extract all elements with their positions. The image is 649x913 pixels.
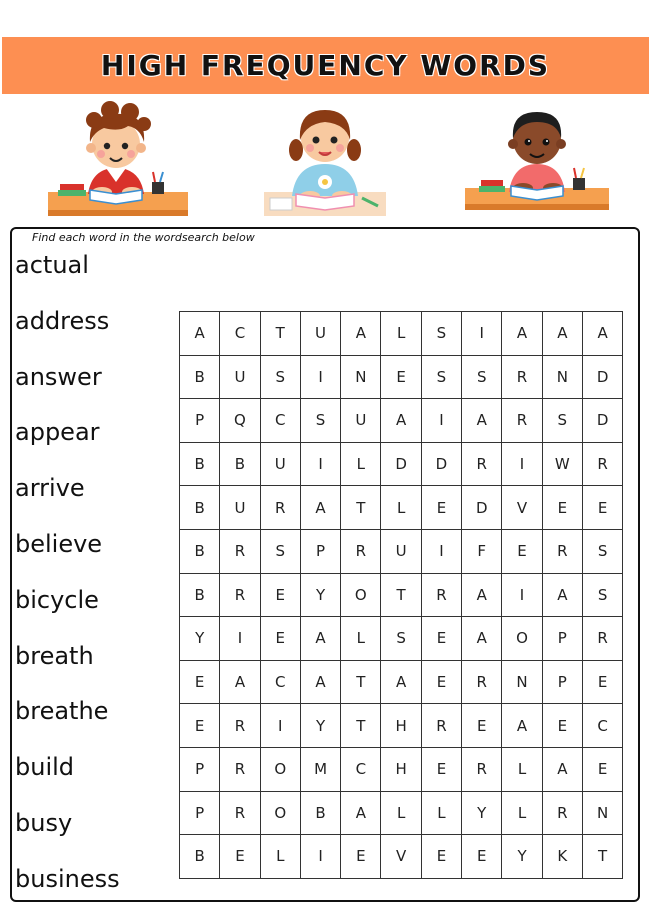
grid-cell[interactable]: A [381, 399, 421, 443]
grid-cell[interactable]: O [260, 791, 300, 835]
grid-cell[interactable]: N [502, 660, 542, 704]
grid-cell[interactable]: L [502, 747, 542, 791]
grid-cell[interactable]: E [180, 660, 220, 704]
grid-cell[interactable]: S [300, 399, 340, 443]
grid-cell[interactable]: C [260, 660, 300, 704]
grid-cell[interactable]: E [341, 835, 381, 879]
instructions-text: Find each word in the wordsearch below [32, 231, 255, 244]
grid-cell[interactable]: I [462, 312, 502, 356]
grid-cell[interactable]: B [220, 442, 260, 486]
grid-cell[interactable]: I [300, 835, 340, 879]
grid-cell[interactable]: L [260, 835, 300, 879]
grid-cell[interactable]: A [220, 660, 260, 704]
grid-cell[interactable]: B [180, 573, 220, 617]
grid-cell[interactable]: D [582, 399, 622, 443]
grid-cell[interactable]: V [502, 486, 542, 530]
grid-cell[interactable]: Y [180, 617, 220, 661]
grid-row [180, 791, 623, 835]
grid-cell[interactable]: L [341, 442, 381, 486]
grid-cell[interactable]: R [542, 791, 582, 835]
grid-cell[interactable]: O [260, 747, 300, 791]
grid-cell[interactable]: S [582, 529, 622, 573]
grid-cell[interactable]: C [260, 399, 300, 443]
grid-cell[interactable]: I [300, 355, 340, 399]
grid-row [180, 617, 623, 661]
grid-cell[interactable]: B [180, 835, 220, 879]
grid-cell[interactable]: E [421, 835, 461, 879]
grid-cell[interactable]: A [542, 747, 582, 791]
grid-cell[interactable]: R [582, 442, 622, 486]
grid-cell[interactable]: S [582, 573, 622, 617]
grid-cell[interactable]: E [462, 704, 502, 748]
grid-cell[interactable]: E [421, 747, 461, 791]
grid-cell[interactable]: W [542, 442, 582, 486]
grid-row [180, 747, 623, 791]
grid-cell[interactable]: N [341, 355, 381, 399]
grid-cell[interactable]: T [341, 486, 381, 530]
grid-cell[interactable]: O [502, 617, 542, 661]
grid-cell[interactable]: E [582, 660, 622, 704]
grid-cell[interactable]: I [502, 442, 542, 486]
grid-cell[interactable]: P [180, 791, 220, 835]
grid-cell[interactable]: T [381, 573, 421, 617]
grid-cell[interactable]: A [462, 399, 502, 443]
word-list-item: build [15, 753, 75, 782]
grid-cell[interactable]: L [421, 791, 461, 835]
grid-cell[interactable]: R [502, 355, 542, 399]
word-list-item: business [15, 864, 120, 893]
title-banner [2, 37, 649, 94]
grid-row [180, 486, 623, 530]
grid-cell[interactable]: A [462, 573, 502, 617]
grid-row [180, 660, 623, 704]
grid-cell[interactable]: R [260, 486, 300, 530]
grid-cell[interactable]: C [582, 704, 622, 748]
grid-row [180, 835, 623, 879]
grid-row [180, 355, 623, 399]
grid-cell[interactable]: S [542, 399, 582, 443]
grid-cell[interactable]: A [180, 312, 220, 356]
grid-cell[interactable]: A [502, 704, 542, 748]
boy-studying-icon [44, 98, 190, 220]
grid-cell[interactable]: E [542, 704, 582, 748]
wordsearch-grid [179, 311, 623, 879]
boy-writing-icon [463, 98, 611, 216]
word-list-item: address [15, 306, 110, 335]
grid-cell[interactable]: C [341, 747, 381, 791]
grid-cell[interactable]: P [542, 660, 582, 704]
grid-cell[interactable]: F [462, 529, 502, 573]
grid-cell[interactable]: A [341, 312, 381, 356]
grid-cell[interactable]: L [381, 312, 421, 356]
grid-cell[interactable]: E [502, 529, 542, 573]
grid-row [180, 704, 623, 748]
grid-cell[interactable]: A [542, 312, 582, 356]
grid-cell[interactable]: U [220, 486, 260, 530]
grid-row [180, 399, 623, 443]
grid-cell[interactable]: N [542, 355, 582, 399]
grid-cell[interactable]: A [300, 486, 340, 530]
grid-cell[interactable]: E [381, 355, 421, 399]
page-title: HIGH FREQUENCY WORDS [100, 49, 551, 82]
grid-cell[interactable]: A [502, 312, 542, 356]
grid-cell[interactable]: S [421, 355, 461, 399]
grid-cell[interactable]: M [300, 747, 340, 791]
word-list-item: busy [15, 808, 73, 837]
grid-cell[interactable]: E [421, 486, 461, 530]
grid-cell[interactable]: R [462, 747, 502, 791]
grid-cell[interactable]: R [341, 529, 381, 573]
grid-cell[interactable]: U [341, 399, 381, 443]
grid-cell[interactable]: I [421, 399, 461, 443]
grid-cell[interactable]: A [381, 660, 421, 704]
grid-cell[interactable]: H [381, 704, 421, 748]
grid-cell[interactable]: E [421, 660, 461, 704]
grid-cell[interactable]: D [421, 442, 461, 486]
grid-row [180, 442, 623, 486]
grid-cell[interactable]: R [421, 573, 461, 617]
grid-cell[interactable]: E [260, 617, 300, 661]
grid-cell[interactable]: U [260, 442, 300, 486]
grid-cell[interactable]: Y [462, 791, 502, 835]
grid-cell[interactable]: V [381, 835, 421, 879]
grid-cell[interactable]: H [381, 747, 421, 791]
grid-cell[interactable]: E [180, 704, 220, 748]
grid-cell[interactable]: I [220, 617, 260, 661]
grid-cell[interactable]: T [260, 312, 300, 356]
grid-cell[interactable]: L [381, 791, 421, 835]
grid-cell[interactable]: Y [502, 835, 542, 879]
grid-cell[interactable]: D [582, 355, 622, 399]
grid-cell[interactable]: P [300, 529, 340, 573]
word-list-item: answer [15, 362, 102, 391]
grid-cell[interactable]: L [381, 486, 421, 530]
grid-cell[interactable]: T [341, 704, 381, 748]
grid-cell[interactable]: B [180, 442, 220, 486]
grid-cell[interactable]: B [300, 791, 340, 835]
grid-cell[interactable]: A [582, 312, 622, 356]
grid-cell[interactable]: R [220, 704, 260, 748]
grid-cell[interactable]: R [220, 529, 260, 573]
grid-cell[interactable]: O [341, 573, 381, 617]
word-list-item: breathe [15, 697, 109, 726]
grid-cell[interactable]: R [502, 399, 542, 443]
word-list-item: appear [15, 418, 100, 447]
grid-cell[interactable]: D [462, 486, 502, 530]
grid-cell[interactable]: B [180, 486, 220, 530]
grid-cell[interactable]: E [542, 486, 582, 530]
grid-row [180, 529, 623, 573]
word-list-item: arrive [15, 474, 85, 503]
grid-cell[interactable]: I [421, 529, 461, 573]
grid-cell[interactable]: A [300, 660, 340, 704]
grid-cell[interactable]: U [220, 355, 260, 399]
grid-cell[interactable]: Y [300, 573, 340, 617]
grid-cell[interactable]: A [341, 791, 381, 835]
grid-cell[interactable]: C [220, 312, 260, 356]
grid-cell[interactable]: R [462, 660, 502, 704]
word-list-item: bicycle [15, 585, 99, 614]
grid-cell[interactable]: B [180, 529, 220, 573]
grid-cell[interactable]: S [260, 529, 300, 573]
grid-cell[interactable]: S [462, 355, 502, 399]
grid-cell[interactable]: E [582, 486, 622, 530]
grid-row [180, 573, 623, 617]
grid-cell[interactable]: R [542, 529, 582, 573]
grid-cell[interactable]: K [542, 835, 582, 879]
grid-cell[interactable]: U [381, 529, 421, 573]
grid-cell[interactable]: P [180, 399, 220, 443]
grid-row [180, 312, 623, 356]
grid-cell[interactable]: D [381, 442, 421, 486]
grid-cell[interactable]: R [582, 617, 622, 661]
grid-cell[interactable]: E [220, 835, 260, 879]
grid-cell[interactable]: R [220, 747, 260, 791]
grid-cell[interactable]: S [260, 355, 300, 399]
grid-cell[interactable]: B [180, 355, 220, 399]
grid-cell[interactable]: A [300, 617, 340, 661]
grid-cell[interactable]: E [421, 617, 461, 661]
grid-cell[interactable]: S [421, 312, 461, 356]
grid-cell[interactable]: L [502, 791, 542, 835]
word-list-item: actual [15, 251, 89, 279]
wordsearch-panel [10, 227, 640, 902]
grid-cell[interactable]: E [462, 835, 502, 879]
girl-studying-icon [262, 98, 388, 222]
grid-cell[interactable]: P [180, 747, 220, 791]
grid-cell[interactable]: E [582, 747, 622, 791]
word-list-item: believe [15, 529, 103, 558]
word-list-item: breath [15, 641, 94, 670]
grid-cell[interactable]: A [462, 617, 502, 661]
grid-cell[interactable]: N [582, 791, 622, 835]
grid-cell[interactable]: I [502, 573, 542, 617]
word-list [15, 243, 175, 913]
grid-cell[interactable]: U [300, 312, 340, 356]
grid-cell[interactable]: Y [300, 704, 340, 748]
grid-cell[interactable]: T [582, 835, 622, 879]
grid-cell[interactable]: I [260, 704, 300, 748]
grid-cell[interactable]: A [542, 573, 582, 617]
grid-cell[interactable]: R [421, 704, 461, 748]
grid-cell[interactable]: Q [220, 399, 260, 443]
grid-cell[interactable]: R [220, 573, 260, 617]
grid-cell[interactable]: I [300, 442, 340, 486]
grid-cell[interactable]: L [341, 617, 381, 661]
grid-cell[interactable]: R [462, 442, 502, 486]
grid-cell[interactable]: P [542, 617, 582, 661]
grid-cell[interactable]: T [341, 660, 381, 704]
grid-cell[interactable]: R [220, 791, 260, 835]
grid-cell[interactable]: E [260, 573, 300, 617]
grid-cell[interactable]: S [381, 617, 421, 661]
